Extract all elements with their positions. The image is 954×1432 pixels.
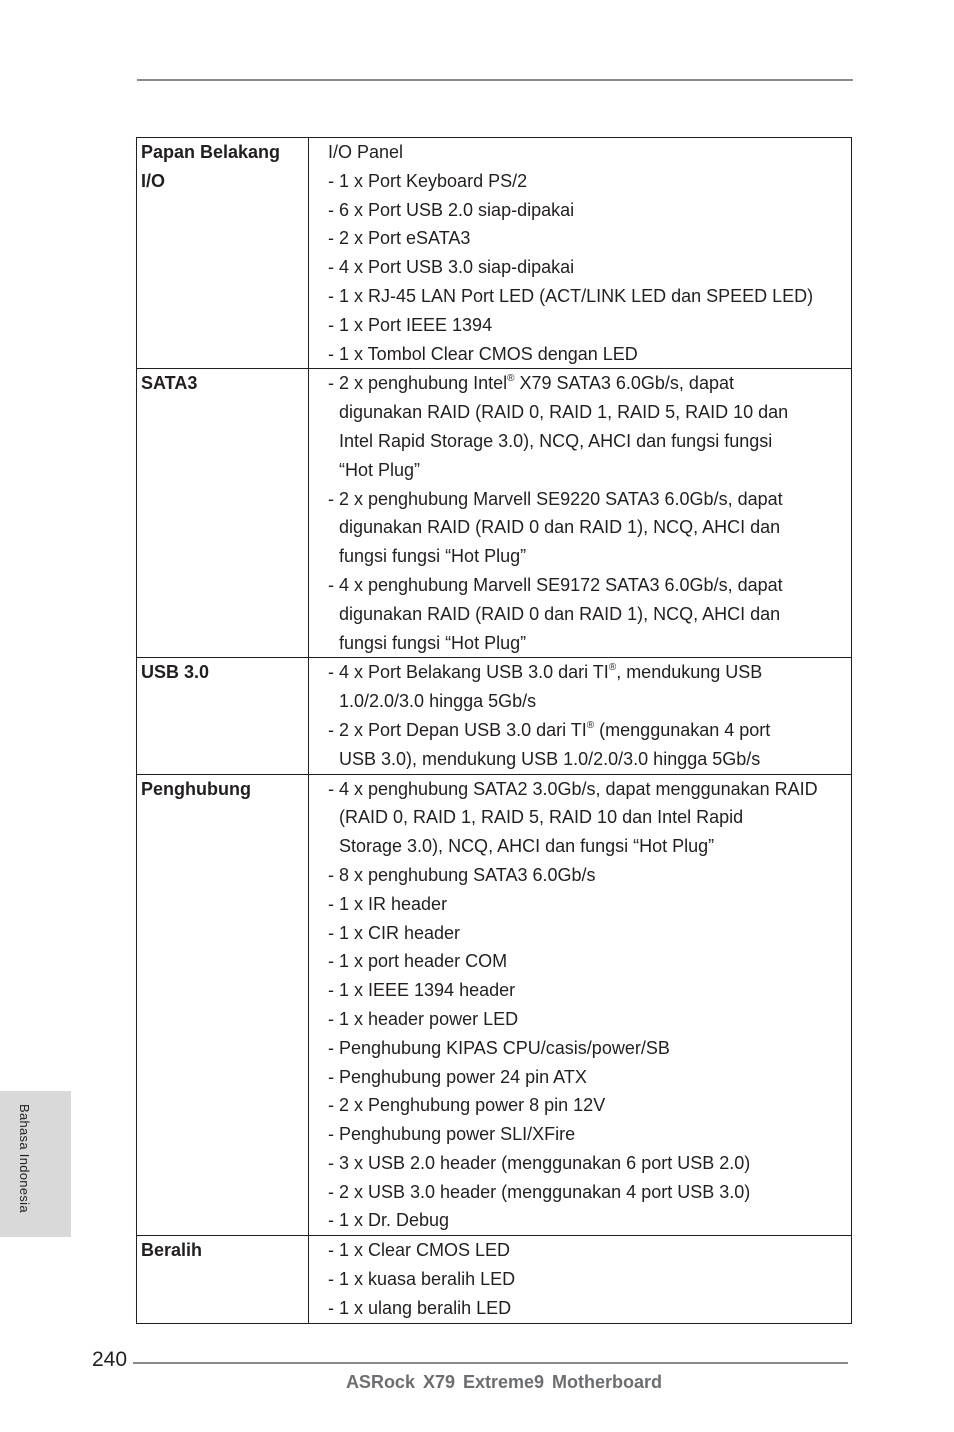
spec-line: - Penghubung power SLI/XFire xyxy=(328,1124,576,1145)
spec-line: - 1 x ulang beralih LED xyxy=(328,1297,512,1318)
row-items xyxy=(309,138,851,368)
spec-line: - 1 x Port IEEE 1394 xyxy=(328,314,493,335)
spec-row-io-panel xyxy=(137,138,851,368)
spec-line xyxy=(328,658,851,687)
spec-text: X79 SATA3 6.0Gb/s, dapat xyxy=(514,373,734,394)
registered-mark: ® xyxy=(507,373,515,385)
row-label-line: Penghubung xyxy=(141,778,251,799)
spec-line: - 1 x Dr. Debug xyxy=(328,1210,450,1231)
bottom-rule xyxy=(133,1362,848,1364)
page-number: 240 xyxy=(92,1348,128,1371)
spec-text: - 2 x penghubung Intel xyxy=(328,373,508,394)
spec-line: - Penghubung power 24 pin ATX xyxy=(328,1066,587,1087)
row-label xyxy=(137,369,309,657)
spec-line: - 6 x Port USB 2.0 siap-dipakai xyxy=(328,199,575,220)
footer-title: ASRock X79 Extreme9 Motherboard xyxy=(345,1372,663,1392)
spec-line: - 2 x Port eSATA3 xyxy=(328,228,471,249)
spec-line: 1.0/2.0/3.0 hingga 5Gb/s xyxy=(339,691,537,712)
row-label xyxy=(137,1236,309,1322)
spec-row-usb3 xyxy=(137,657,851,773)
spec-line: - 4 x Port USB 3.0 siap-dipakai xyxy=(328,257,575,278)
spec-text: (menggunakan 4 port xyxy=(594,719,771,740)
row-label-line: USB 3.0 xyxy=(141,662,210,683)
top-rule xyxy=(137,79,853,81)
language-side-tab-label: Bahasa Indonesia xyxy=(17,1104,32,1213)
spec-line: - 1 x IEEE 1394 header xyxy=(328,980,516,1001)
spec-line: I/O Panel xyxy=(328,142,404,162)
registered-mark: ® xyxy=(586,719,595,731)
spec-line: fungsi fungsi “Hot Plug” xyxy=(339,546,527,567)
row-label xyxy=(137,775,309,1236)
spec-line: - 1 x Port Keyboard PS/2 xyxy=(328,170,528,191)
spec-row-connectors xyxy=(137,774,851,1236)
spec-line xyxy=(328,716,851,745)
spec-row-sata3 xyxy=(137,368,851,657)
registered-mark: ® xyxy=(608,662,617,674)
spec-line: (RAID 0, RAID 1, RAID 5, RAID 10 dan Intel Rapid xyxy=(339,807,744,828)
spec-row-switches xyxy=(137,1235,851,1322)
spec-line: digunakan RAID (RAID 0 dan RAID 1), NCQ, AHCI dan xyxy=(339,603,781,624)
row-items xyxy=(309,775,851,1236)
row-items xyxy=(309,658,851,773)
spec-line: - 1 x RJ-45 LAN Port LED (ACT/LINK LED dan SPEED LED) xyxy=(328,285,814,306)
spec-line xyxy=(328,369,851,398)
spec-line: - 1 x IR header xyxy=(328,893,448,914)
language-side-tab xyxy=(0,1091,71,1237)
spec-line: - 2 x USB 3.0 header (menggunakan 4 port USB 3.0) xyxy=(328,1181,751,1202)
row-label-line: SATA3 xyxy=(141,373,198,394)
spec-line: - 2 x penghubung Marvell SE9220 SATA3 6.0Gb/s, dapat xyxy=(328,488,783,509)
spec-line: fungsi fungsi “Hot Plug” xyxy=(339,632,527,653)
spec-line: digunakan RAID (RAID 0, RAID 1, RAID 5, RAID 10 dan xyxy=(339,402,789,423)
spec-text: , mendukung USB xyxy=(616,662,763,683)
spec-line: - 4 x penghubung Marvell SE9172 SATA3 6.0Gb/s, dapat xyxy=(328,574,783,595)
spec-line: - 8 x penghubung SATA3 6.0Gb/s xyxy=(328,864,596,885)
spec-line: - 1 x Tombol Clear CMOS dengan LED xyxy=(328,343,638,364)
spec-text: - 2 x Port Depan USB 3.0 dari TI xyxy=(328,719,587,740)
spec-line: - 1 x CIR header xyxy=(328,922,461,943)
spec-line: - 3 x USB 2.0 header (menggunakan 6 port USB 2.0) xyxy=(328,1152,751,1173)
spec-line: - 1 x kuasa beralih LED xyxy=(328,1269,516,1290)
spec-line: digunakan RAID (RAID 0 dan RAID 1), NCQ, AHCI dan xyxy=(339,517,781,538)
row-label-line: Beralih xyxy=(141,1240,203,1261)
spec-line: - 1 x header power LED xyxy=(328,1008,519,1029)
row-label-line: Papan Belakang xyxy=(141,142,281,162)
spec-line: “Hot Plug” xyxy=(339,459,421,480)
spec-line: - Penghubung KIPAS CPU/casis/power/SB xyxy=(328,1037,670,1058)
spec-line: Storage 3.0), NCQ, AHCI dan fungsi “Hot Plug” xyxy=(339,836,715,857)
spec-line: Intel Rapid Storage 3.0), NCQ, AHCI dan fungsi fungsi xyxy=(339,430,773,451)
spec-text: - 4 x Port Belakang USB 3.0 dari TI xyxy=(328,662,609,683)
spec-line: - 1 x port header COM xyxy=(328,951,508,972)
row-label xyxy=(137,138,309,368)
row-label xyxy=(137,658,309,773)
spec-table xyxy=(136,137,852,1324)
row-label-line: I/O xyxy=(141,170,166,191)
row-items xyxy=(309,1236,851,1322)
spec-line: - 4 x penghubung SATA2 3.0Gb/s, dapat menggunakan RAID xyxy=(328,778,818,799)
spec-line: - 2 x Penghubung power 8 pin 12V xyxy=(328,1095,606,1116)
row-items xyxy=(309,369,851,657)
spec-line: USB 3.0), mendukung USB 1.0/2.0/3.0 hingga 5Gb/s xyxy=(339,748,761,769)
spec-line: - 1 x Clear CMOS LED xyxy=(328,1240,511,1261)
